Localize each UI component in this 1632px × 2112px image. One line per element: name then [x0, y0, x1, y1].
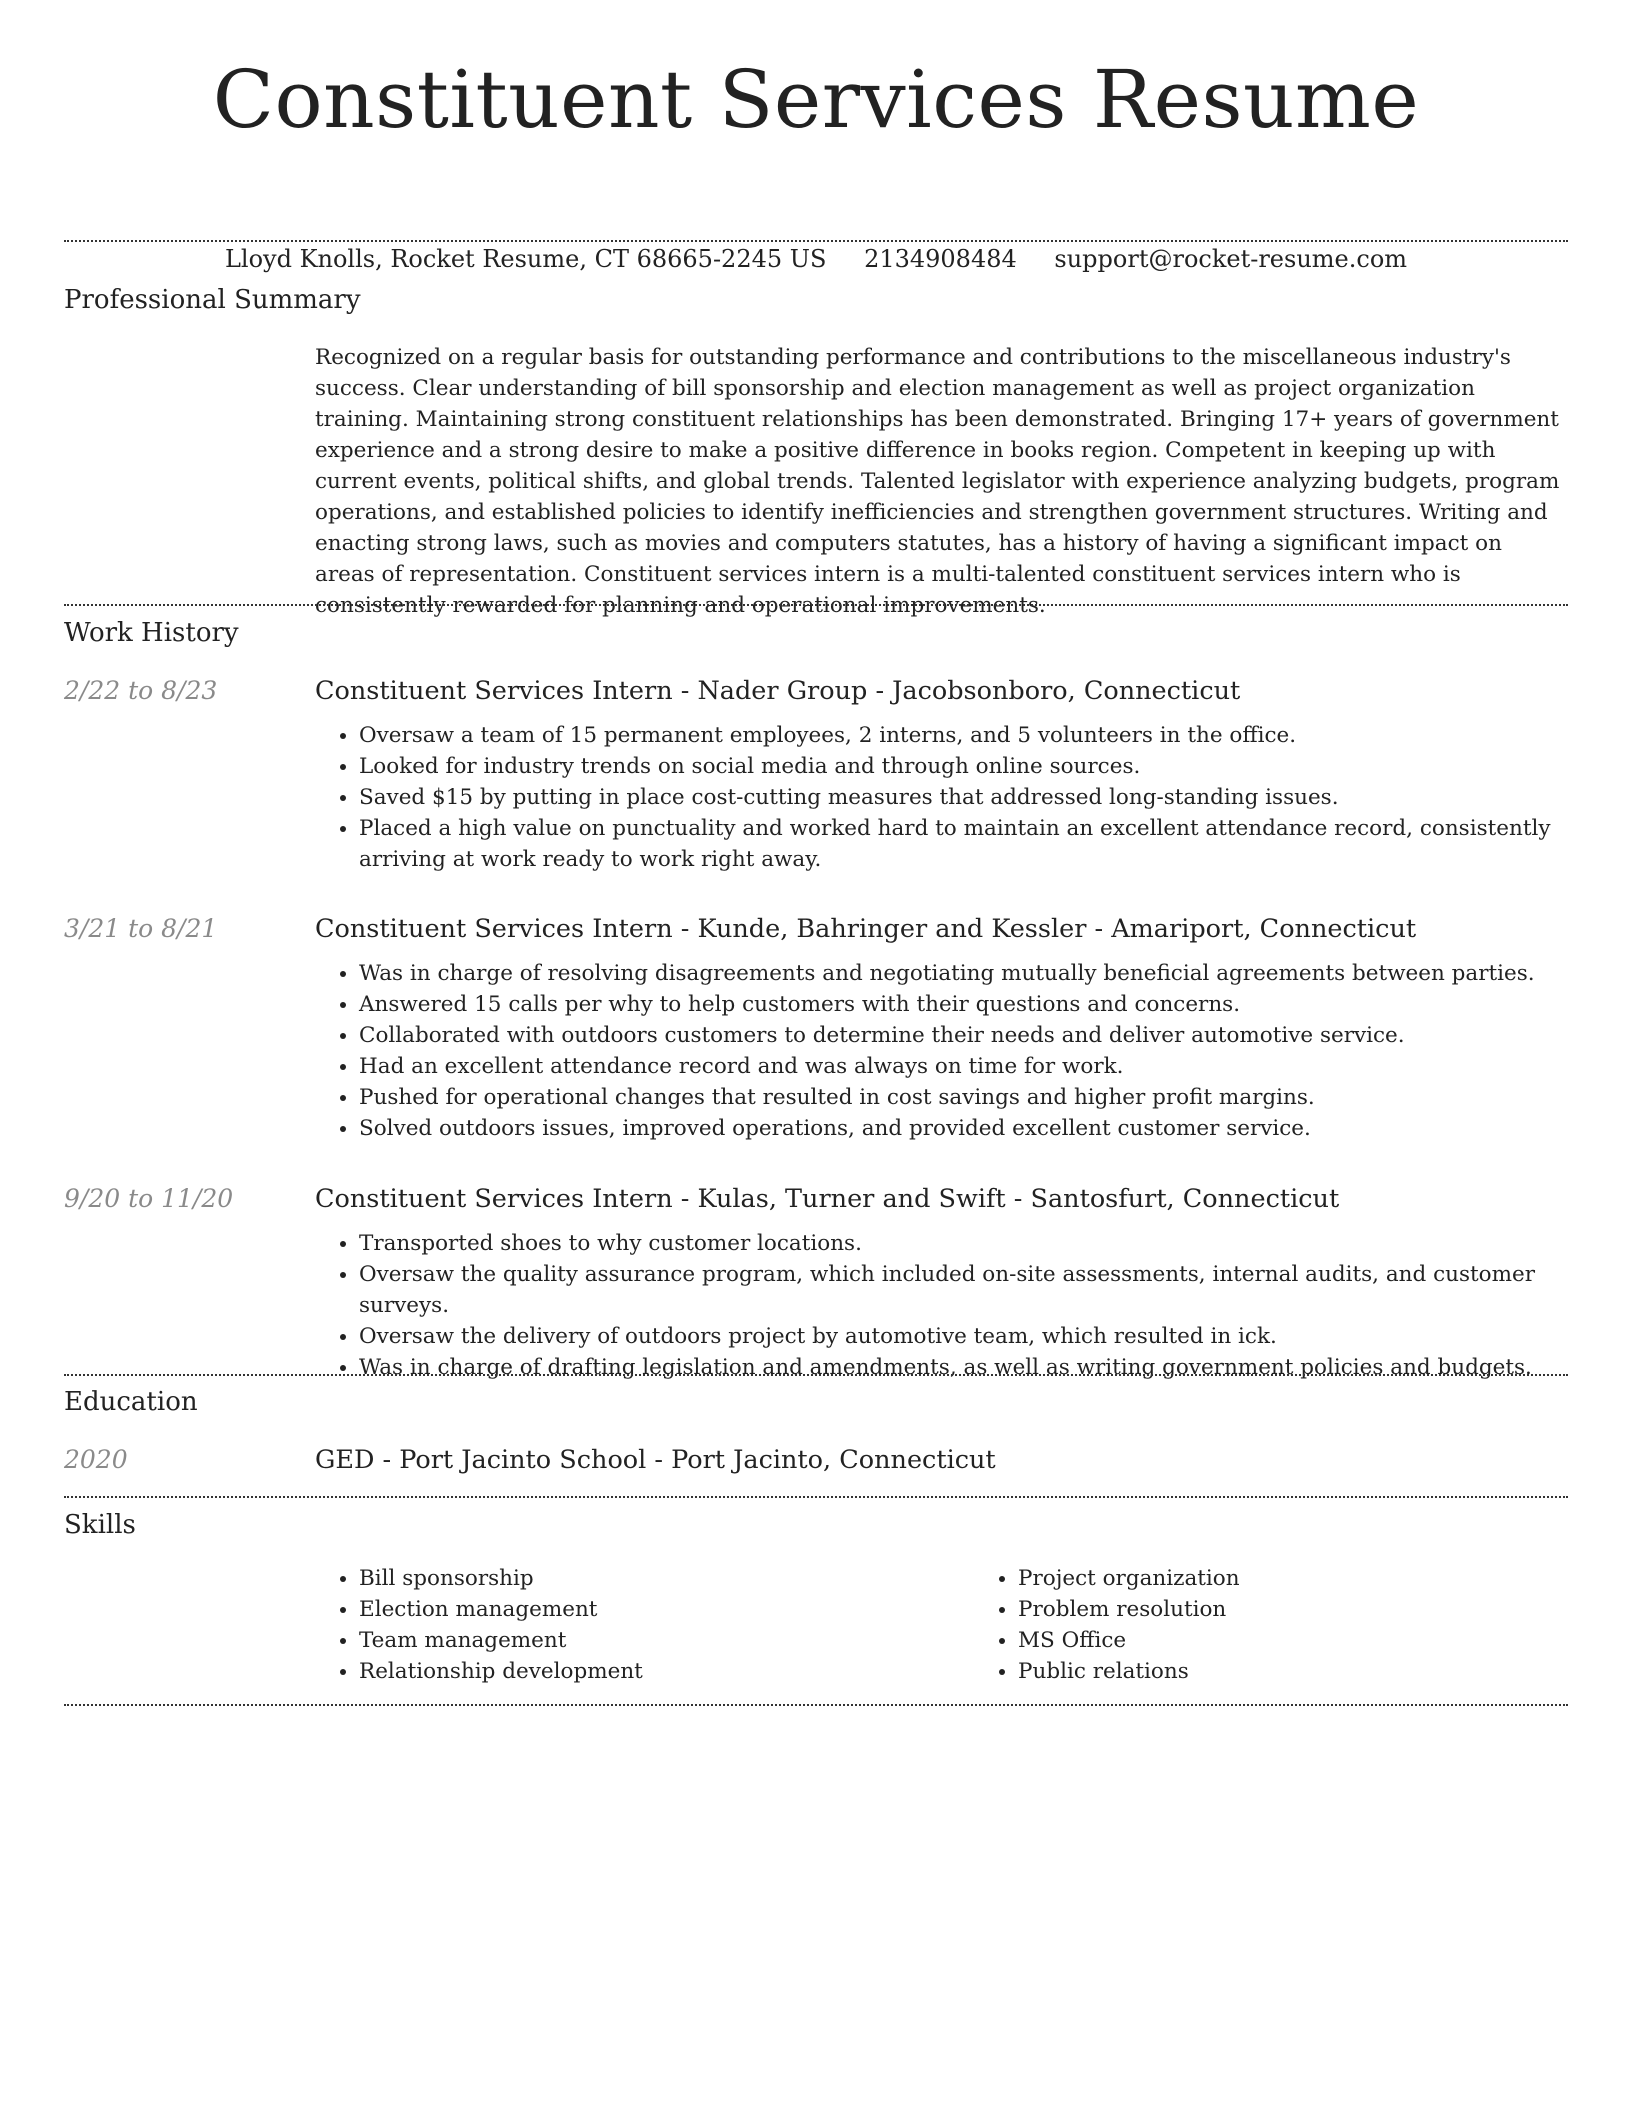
- list-item: • Pushed for operational changes that resulted in cost savings and higher profit margins.: [359, 1082, 1568, 1113]
- education-degree: GED - Port Jacinto School - Port Jacinto, Connecticut: [315, 1445, 996, 1475]
- list-item: • Was in charge of drafting legislation and amendments, as well as writing government policies and budgets.: [359, 1352, 1568, 1383]
- job-bullets: [315, 720, 1568, 875]
- list-item: • Public relations: [1018, 1656, 1632, 1687]
- divider: [64, 1496, 1568, 1498]
- divider: [64, 1374, 1568, 1376]
- list-item: • Had an excellent attendance record and was always on time for work.: [359, 1051, 1568, 1082]
- list-item: • Oversaw the delivery of outdoors project by automotive team, which resulted in ick.: [359, 1321, 1568, 1352]
- list-item: • Bill sponsorship: [359, 1563, 974, 1594]
- job-entry: [315, 675, 1568, 875]
- summary-text: Recognized on a regular basis for outstanding performance and contributions to the miscellaneous industry's success. Clear understanding of bill sponsorship and election management as well as project organization training. Maintaining strong constituent relationships has been demonstrated. Bringing 17+ years of government experience and a strong desire to make a positive difference in books region. Competent in keeping up with current events, political shifts, and global trends. Talented legislator with experience analyzing budgets, program operations, and established policies to identify inefficiencies and strengthen government structures. Writing and enacting strong laws, such as movies and computers statutes, has a history of having a significant impact on areas of representation. Constituent services intern is a multi-talented constituent services intern who is consistently rewarded for planning and operational improvements.: [315, 345, 1560, 618]
- divider: [64, 1704, 1568, 1706]
- job-title: Constituent Services Intern - Kulas, Turner and Swift - Santosfurt, Connecticut: [315, 1184, 1340, 1214]
- list-item: • Project organization: [1018, 1563, 1632, 1594]
- skills-grid: [315, 1563, 1568, 1687]
- list-item: • MS Office: [1018, 1625, 1632, 1656]
- job-entry: [315, 913, 1568, 1144]
- job-entry: [315, 1183, 1568, 1383]
- work-history-heading: Work History: [64, 618, 239, 648]
- job-title: Constituent Services Intern - Kunde, Bahringer and Kessler - Amariport, Connecticut: [315, 914, 1417, 944]
- job-dates: 2/22 to 8/23: [64, 676, 218, 705]
- divider: [64, 240, 1568, 242]
- job-bullets: [315, 1228, 1568, 1383]
- list-item: • Oversaw the quality assurance program, which included on-site assessments, internal audits, and customer surveys.: [359, 1259, 1568, 1321]
- list-item: • Saved $15 by putting in place cost-cutting measures that addressed long-standing issues.: [359, 782, 1568, 813]
- job-dates: 9/20 to 11/20: [64, 1184, 234, 1213]
- list-item: • Team management: [359, 1625, 974, 1656]
- divider: [64, 604, 1568, 606]
- education-heading: Education: [64, 1387, 198, 1417]
- list-item: • Relationship development: [359, 1656, 974, 1687]
- contact-line: [0, 244, 1632, 274]
- summary-heading: Professional Summary: [64, 285, 361, 315]
- summary-block: [315, 342, 1568, 621]
- contact-email: support@rocket-resume.com: [1054, 245, 1408, 273]
- education-entry: [315, 1444, 1568, 1476]
- list-item: • Collaborated with outdoors customers to determine their needs and deliver automotive service.: [359, 1020, 1568, 1051]
- job-dates: 3/21 to 8/21: [64, 914, 218, 943]
- education-year: 2020: [64, 1445, 128, 1474]
- contact-phone: 2134908484: [864, 245, 1017, 273]
- resume-title: Constituent Services Resume: [212, 53, 1420, 146]
- list-item: • Election management: [359, 1594, 974, 1625]
- list-item: • Solved outdoors issues, improved operations, and provided excellent customer service.: [359, 1113, 1568, 1144]
- skills-list-right: [974, 1563, 1632, 1687]
- job-title: Constituent Services Intern - Nader Group - Jacobsonboro, Connecticut: [315, 676, 1241, 706]
- list-item: • Transported shoes to why customer locations.: [359, 1228, 1568, 1259]
- list-item: • Answered 15 calls per why to help customers with their questions and concerns.: [359, 989, 1568, 1020]
- list-item: • Was in charge of resolving disagreements and negotiating mutually beneficial agreements between parties.: [359, 958, 1568, 989]
- list-item: • Oversaw a team of 15 permanent employees, 2 interns, and 5 volunteers in the office.: [359, 720, 1568, 751]
- skills-heading: Skills: [64, 1510, 136, 1540]
- contact-address: Lloyd Knolls, Rocket Resume, CT 68665-2245 US: [224, 245, 827, 273]
- job-bullets: [315, 958, 1568, 1144]
- list-item: • Looked for industry trends on social media and through online sources.: [359, 751, 1568, 782]
- list-item: • Placed a high value on punctuality and worked hard to maintain an excellent attendance record, consistently arriving at work ready to work right away.: [359, 813, 1568, 875]
- list-item: • Problem resolution: [1018, 1594, 1632, 1625]
- skills-list-left: [315, 1563, 974, 1687]
